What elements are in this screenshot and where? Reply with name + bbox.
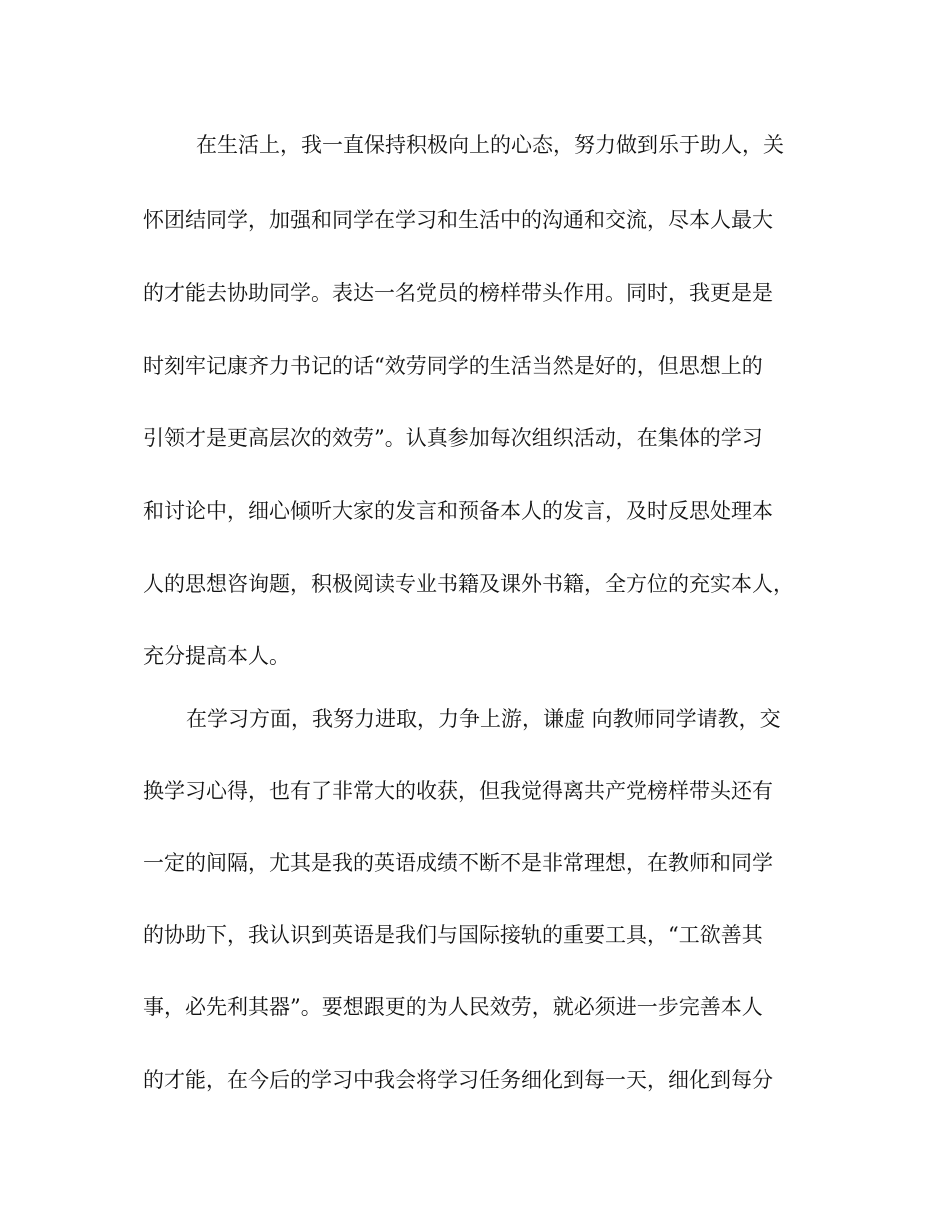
paragraph-2-line-4: 的协助下，我认识到英语是我们与国际接轨的重要工具，“工欲善其: [143, 923, 763, 947]
paragraph-1-line-7: 人的思想咨询题，积极阅读专业书籍及课外书籍，全方位的充实本人，: [143, 572, 794, 596]
paragraph-2-line-2: 换学习心得，也有了非常大的收获，但我觉得离共产党榜样带头还有: [143, 779, 773, 803]
paragraph-1-line-1: 在生活上，我一直保持积极向上的心态，努力做到乐于助人，关: [196, 133, 784, 157]
paragraph-2-line-5: 事，必先利其器”。要想跟更的为人民效劳，就必须进一步完善本人: [143, 995, 763, 1019]
paragraph-2-line-6: 的才能，在今后的学习中我会将学习任务细化到每一天，细化到每分: [143, 1068, 773, 1092]
paragraph-1-line-5: 引领才是更高层次的效劳”。认真参加每次组织活动，在集体的学习: [143, 426, 763, 450]
paragraph-1-line-3: 的才能去协助同学。表达一名党员的榜样带头作用。同时，我更是是: [143, 281, 773, 305]
paragraph-1-line-8: 充分提高本人。: [143, 644, 290, 668]
paragraph-1-line-2: 怀团结同学，加强和同学在学习和生活中的沟通和交流，尽本人最大: [143, 208, 773, 232]
paragraph-1-line-4: 时刻牢记康齐力书记的话“效劳同学的生活当然是好的，但思想上的: [143, 354, 763, 378]
paragraph-1-line-6: 和讨论中，细心倾听大家的发言和预备本人的发言，及时反思处理本: [143, 499, 773, 523]
paragraph-2-line-3: 一定的间隔，尤其是我的英语成绩不断不是非常理想，在教师和同学: [143, 851, 773, 875]
paragraph-2-line-1: 在学习方面，我努力进取，力争上游，谦虚 向教师同学请教，交: [186, 707, 781, 731]
